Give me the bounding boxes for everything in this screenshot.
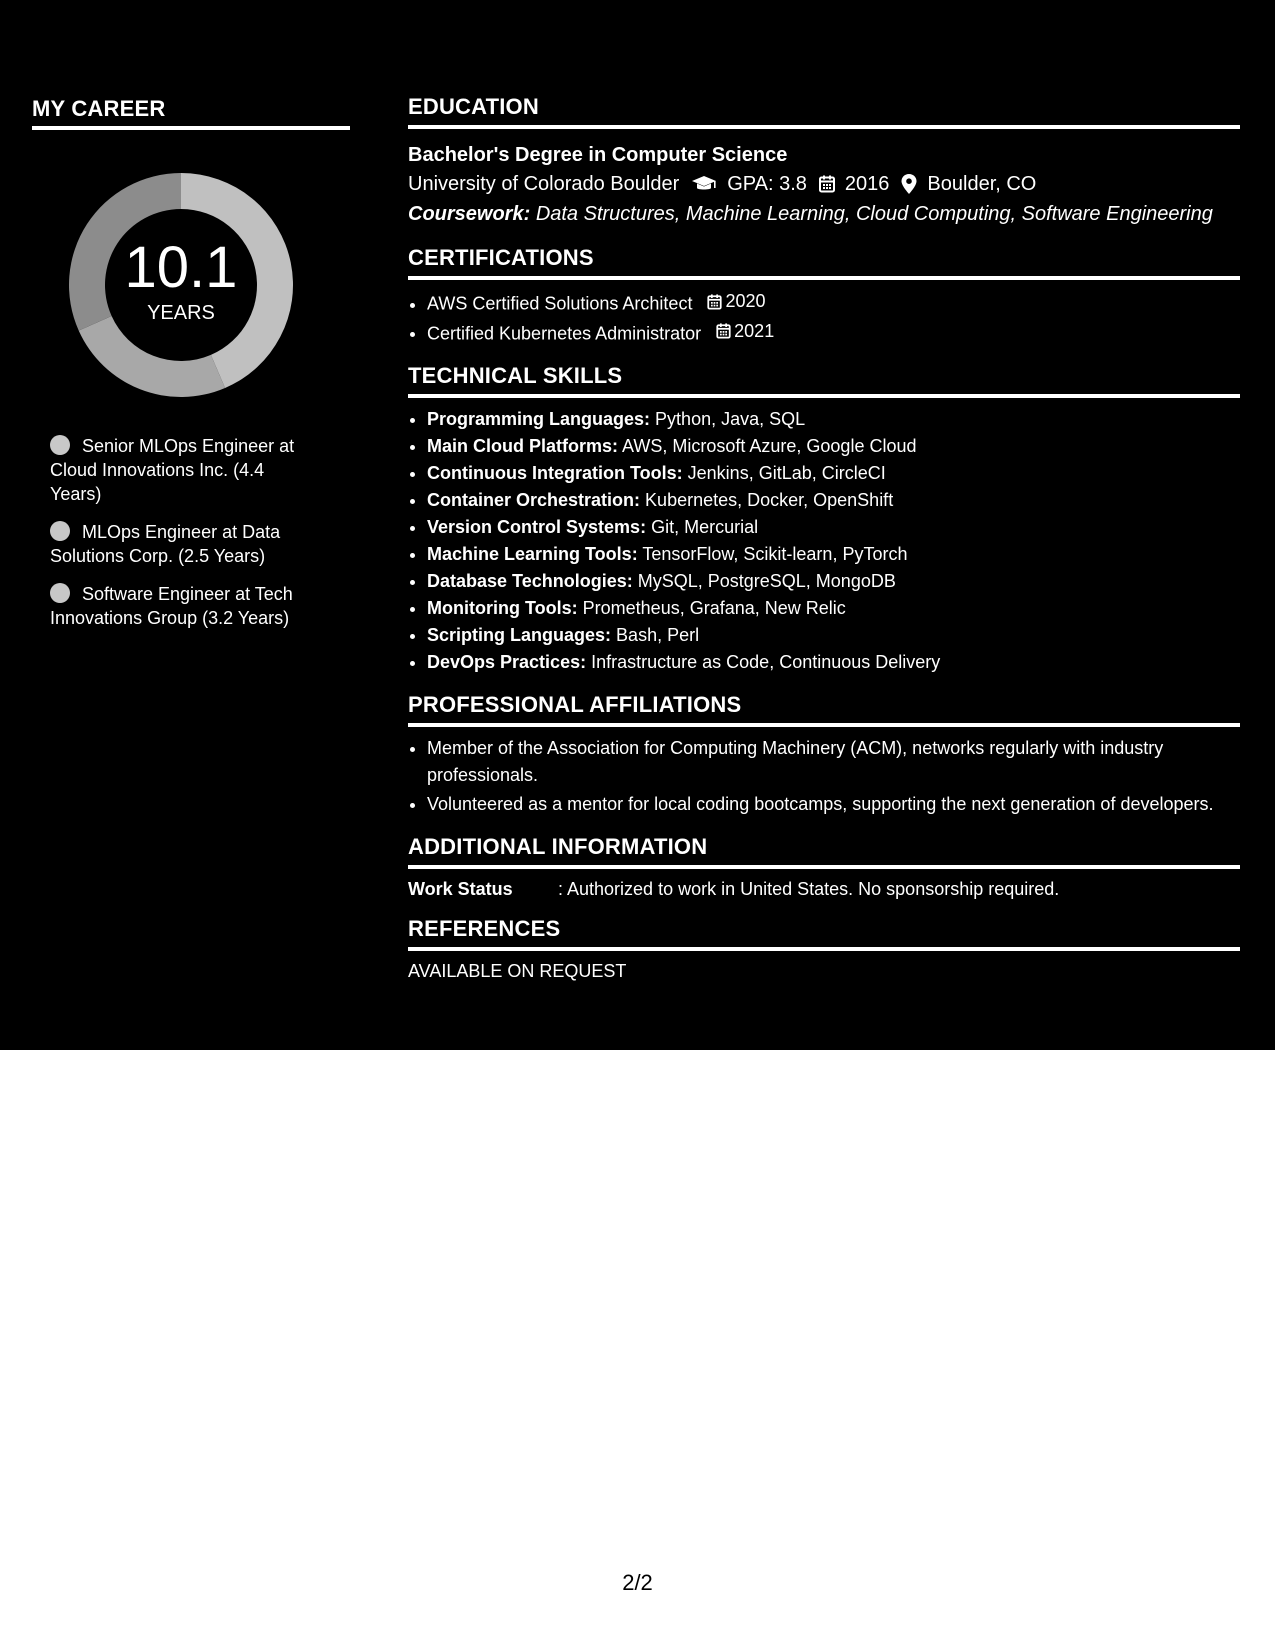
cert-year: 2021: [734, 320, 775, 341]
career-sidebar: [32, 96, 350, 644]
skill-value: Prometheus, Grafana, New Relic: [582, 598, 846, 618]
education-year: 2016: [844, 173, 890, 195]
skill-label: DevOps Practices:: [427, 652, 587, 672]
list-item: • Member of the Association for Computing Machinery (ACM), networks regularly with industry professionals.: [427, 735, 1240, 789]
skill-value: Kubernetes, Docker, OpenShift: [645, 490, 894, 510]
additional-title: ADDITIONAL INFORMATION: [408, 834, 1240, 869]
education-degree: Bachelor's Degree in Computer Science: [408, 144, 788, 166]
affiliations-section: [408, 692, 1240, 818]
education-gpa: GPA: 3.8: [727, 173, 807, 195]
references-section: [408, 916, 1240, 982]
skill-value: TensorFlow, Scikit-learn, PyTorch: [642, 544, 908, 564]
list-item: [427, 288, 1240, 318]
cert-year: 2020: [725, 291, 766, 311]
bullet-dot-icon: [50, 521, 70, 541]
skill-label: Container Orchestration:: [427, 490, 641, 510]
list-item: [427, 318, 1240, 348]
skill-value: Bash, Perl: [616, 625, 700, 645]
references-text: AVAILABLE ON REQUEST: [408, 961, 627, 981]
calendar-icon: [716, 323, 731, 339]
coursework-label: Coursework:: [408, 203, 531, 225]
main-content: [408, 94, 1240, 998]
work-status-row: [408, 879, 1240, 900]
education-location: Boulder, CO: [927, 173, 1037, 195]
career-item: [50, 520, 320, 568]
list-item: • Volunteered as a mentor for local coding bootcamps, supporting the next generation of developers.: [427, 791, 1240, 818]
skill-label: Machine Learning Tools:: [427, 544, 638, 564]
list-item: [427, 649, 1240, 676]
page-number: 2/2: [622, 1570, 653, 1595]
affiliations-list: [408, 735, 1240, 818]
career-item: [50, 434, 320, 506]
list-item: [427, 433, 1240, 460]
skill-label: Database Technologies:: [427, 571, 633, 591]
cert-name: AWS Certified Solutions Architect: [427, 293, 693, 314]
career-total-unit: YEARS: [147, 302, 215, 324]
skill-value: Python, Java, SQL: [655, 409, 806, 429]
skill-label: Version Control Systems:: [427, 517, 647, 537]
skill-label: Scripting Languages:: [427, 625, 612, 645]
work-status-label: Work Status: [408, 879, 513, 899]
list-item: [427, 622, 1240, 649]
skill-label: Continuous Integration Tools:: [427, 463, 683, 483]
education-school: University of Colorado Boulder: [408, 173, 680, 195]
education-coursework: [408, 199, 1240, 229]
skill-label: Monitoring Tools:: [427, 598, 578, 618]
education-meta: [408, 169, 1240, 199]
career-title: MY CAREER: [32, 96, 350, 130]
career-total-years: 10.1: [124, 235, 238, 300]
cert-name: Certified Kubernetes Administrator: [427, 323, 702, 343]
skill-value: Infrastructure as Code, Continuous Delivery: [591, 652, 941, 672]
skill-label: Main Cloud Platforms:: [427, 436, 619, 456]
skill-value: MySQL, PostgreSQL, MongoDB: [637, 571, 896, 591]
graduation-cap-icon: [691, 175, 717, 193]
affiliations-title: PROFESSIONAL AFFILIATIONS: [408, 692, 1240, 727]
skills-section: [408, 363, 1240, 676]
career-donut-chart: [66, 170, 296, 400]
career-list: [50, 434, 320, 630]
certifications-title: CERTIFICATIONS: [408, 245, 1240, 280]
career-item-text: Software Engineer at Tech Innovations Group (3.2 Years): [50, 584, 293, 628]
additional-section: [408, 834, 1240, 900]
skill-value: Git, Mercurial: [651, 517, 759, 537]
career-item-text: MLOps Engineer at Data Solutions Corp. (2.5 Years): [50, 522, 281, 566]
bullet-dot-icon: [50, 583, 70, 603]
education-section: [408, 94, 1240, 229]
list-item: [427, 568, 1240, 595]
list-item: [427, 460, 1240, 487]
references-title: REFERENCES: [408, 916, 1240, 951]
bullet-dot-icon: [50, 435, 70, 455]
skill-label: Programming Languages:: [427, 409, 651, 429]
career-item-text: Senior MLOps Engineer at Cloud Innovations Inc. (4.4 Years): [50, 436, 295, 504]
list-item: [427, 487, 1240, 514]
calendar-icon: [819, 175, 835, 193]
certifications-list: [408, 288, 1240, 347]
list-item: [427, 541, 1240, 568]
certifications-section: [408, 245, 1240, 347]
career-item: [50, 582, 320, 630]
skills-title: TECHNICAL SKILLS: [408, 363, 1240, 398]
skills-list: [408, 406, 1240, 676]
education-title: EDUCATION: [408, 94, 1240, 129]
map-pin-icon: [901, 174, 917, 194]
calendar-icon: [707, 294, 722, 310]
skill-value: AWS, Microsoft Azure, Google Cloud: [622, 436, 917, 456]
list-item: [427, 514, 1240, 541]
coursework-text: Data Structures, Machine Learning, Cloud Computing, Software Engineering: [535, 203, 1213, 225]
skill-value: Jenkins, GitLab, CircleCI: [687, 463, 886, 483]
list-item: [427, 406, 1240, 433]
list-item: [427, 595, 1240, 622]
work-status-value: : Authorized to work in United States. No sponsorship required.: [558, 879, 1060, 899]
